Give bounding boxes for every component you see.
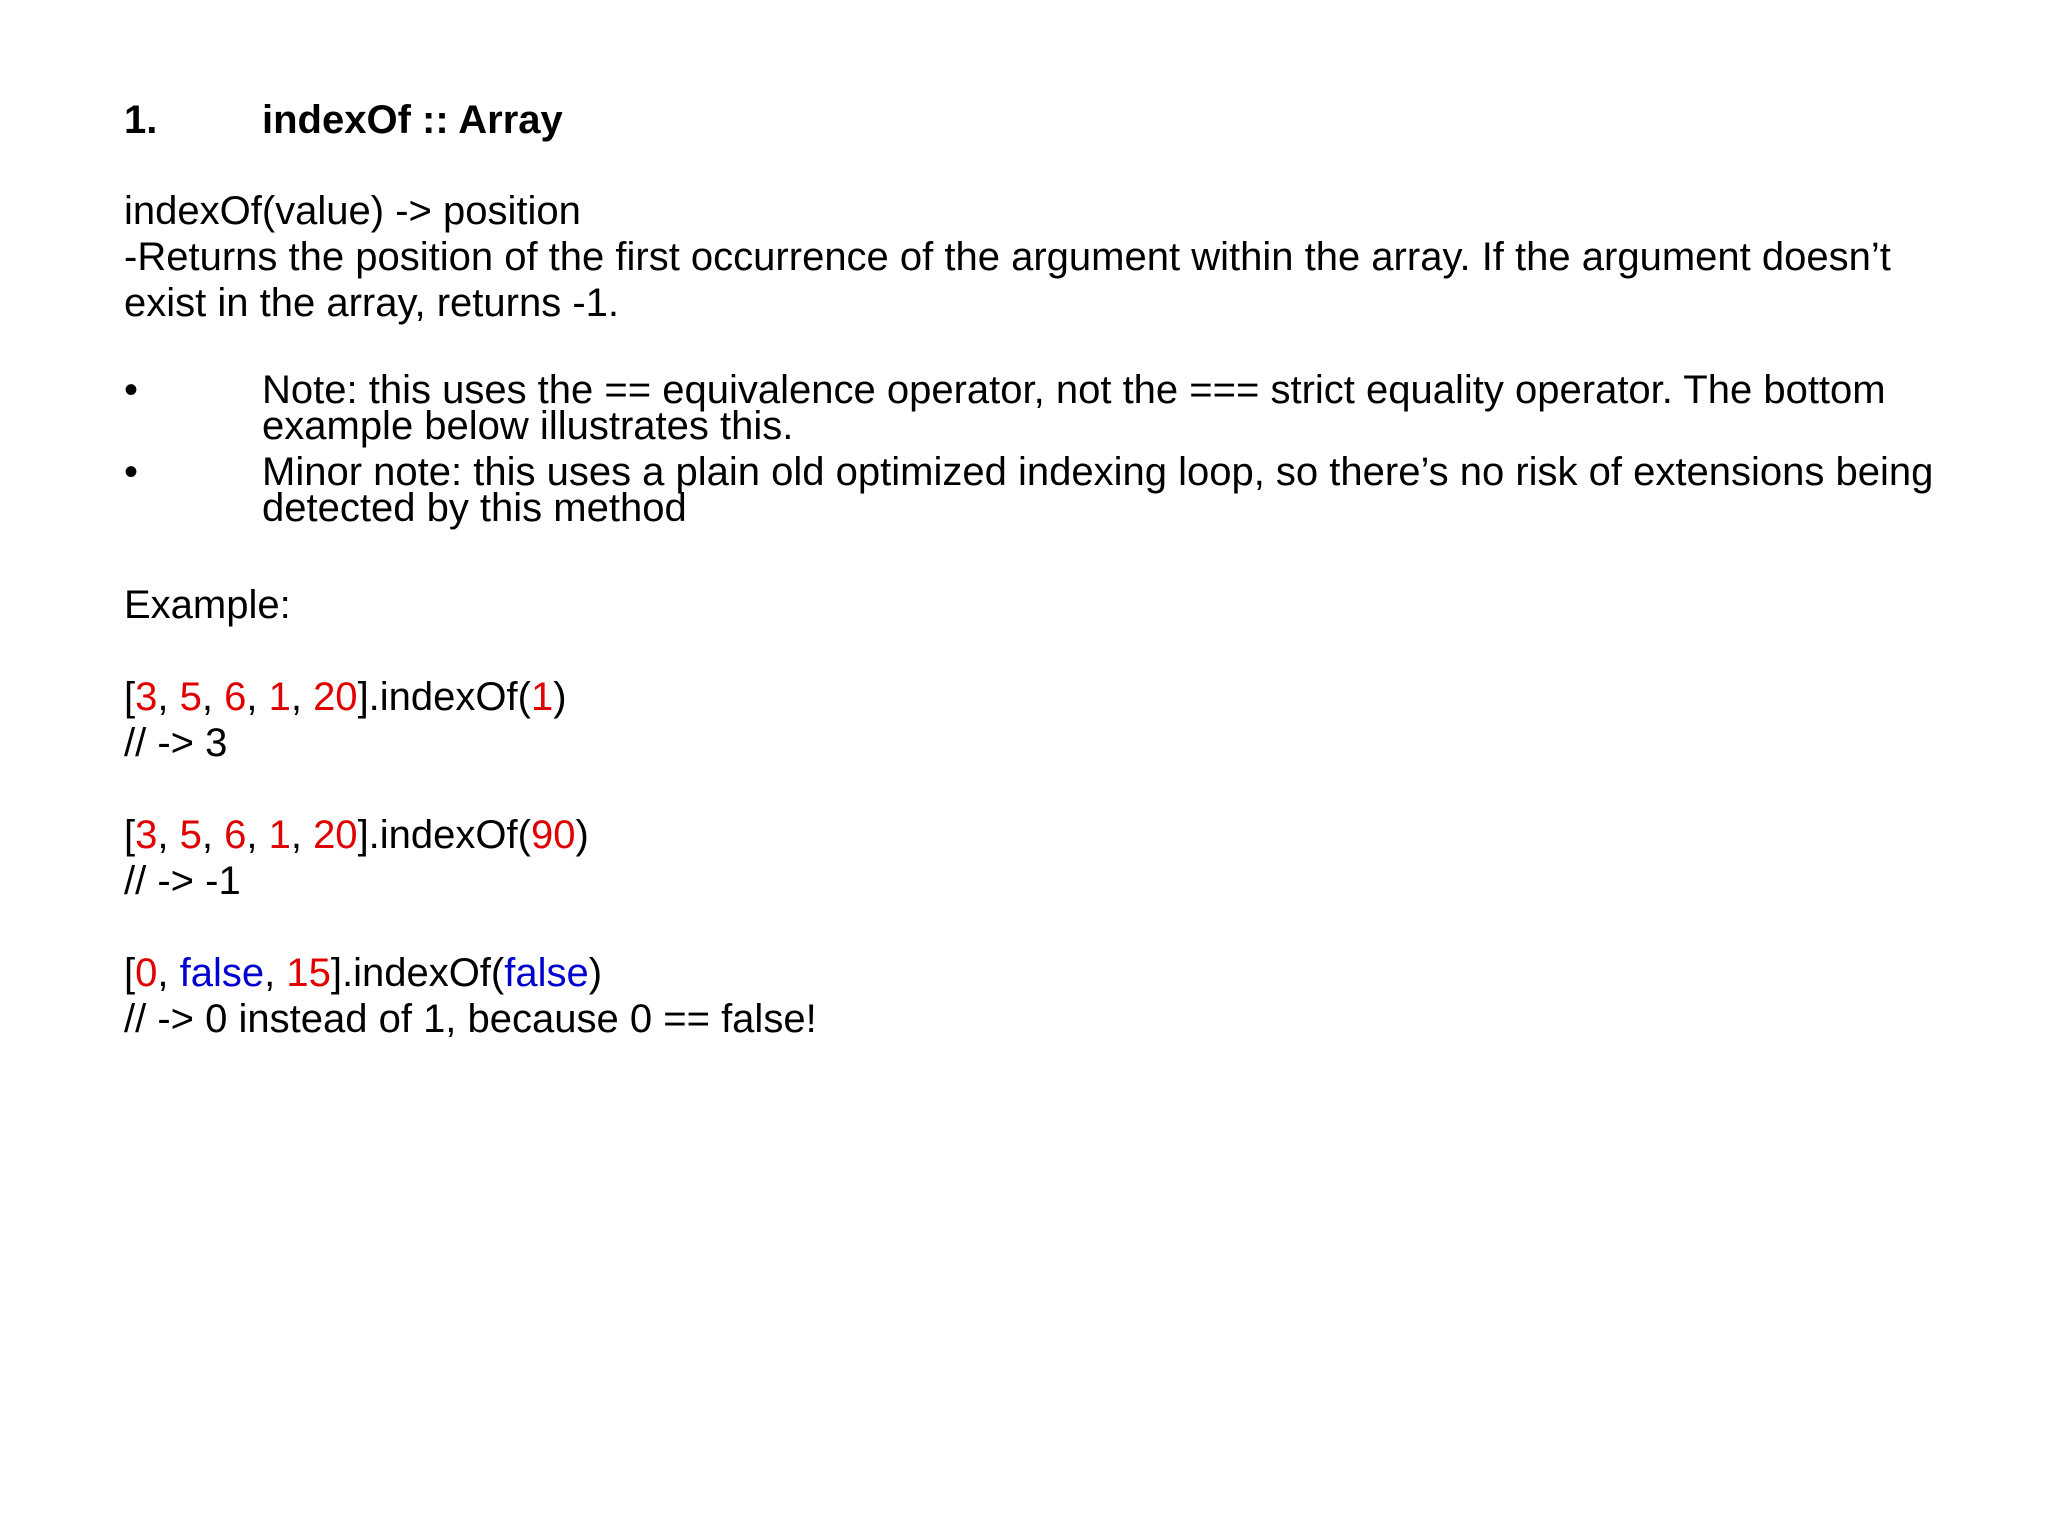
section-heading [124, 96, 563, 144]
boolean-token: false [504, 951, 589, 995]
example-call-1 [124, 674, 567, 720]
code-token: , [157, 951, 180, 995]
method-description: -Returns the position of the first occurrence of the argument within the array. If the argument doesn’t exist in the array, returns -1. [124, 235, 1891, 325]
code-token: , [246, 675, 269, 719]
code-token: , [157, 813, 180, 857]
code-token: ].indexOf( [357, 813, 531, 857]
note-text: Note: this uses the == equivalence operator, not the === strict equality operator. The bottom example below illustrates this. [262, 368, 1886, 448]
number-token: 6 [224, 813, 247, 857]
boolean-token: false [179, 951, 265, 995]
example-result-2: // -> -1 [124, 859, 241, 903]
section-number: 1. [124, 98, 158, 142]
example-result-3: // -> 0 instead of 1, because 0 == false! [124, 997, 817, 1041]
note-text: Minor note: this uses a plain old optimized indexing loop, so there’s no risk of extensions being detected by this method [262, 450, 1934, 530]
number-token: 1 [268, 813, 291, 857]
number-token: 3 [135, 813, 158, 857]
number-token: 90 [530, 813, 576, 857]
code-token: , [157, 675, 180, 719]
code-token: ) [588, 951, 603, 995]
bullet-marker: • [124, 450, 139, 494]
number-token: 20 [313, 813, 358, 857]
code-token: ].indexOf( [357, 675, 531, 719]
note-item [124, 450, 1954, 530]
bullet-marker: • [124, 368, 139, 412]
code-token: , [201, 675, 225, 719]
code-token: , [246, 813, 269, 857]
number-token: 0 [135, 951, 158, 995]
code-token: ) [575, 813, 589, 857]
method-signature: indexOf(value) -> position [124, 189, 581, 233]
code-token: , [201, 813, 225, 857]
number-token: 5 [179, 813, 202, 857]
example-label: Example: [124, 583, 291, 627]
note-item [124, 368, 1954, 448]
section-title: indexOf :: Array [262, 98, 563, 142]
code-token: ) [553, 675, 567, 719]
code-token: , [264, 951, 287, 995]
code-token: [ [124, 675, 136, 719]
code-token: [ [124, 951, 136, 995]
number-token: 1 [268, 675, 291, 719]
notes-list [124, 368, 1954, 536]
code-token: ].indexOf( [330, 951, 505, 995]
code-token: , [290, 813, 314, 857]
code-token: , [290, 675, 314, 719]
number-token: 3 [135, 675, 158, 719]
number-token: 6 [224, 675, 247, 719]
example-call-3 [124, 950, 602, 996]
number-token: 1 [530, 675, 554, 719]
number-token: 20 [313, 675, 358, 719]
code-token: [ [124, 813, 136, 857]
number-token: 5 [179, 675, 202, 719]
example-result-1: // -> 3 [124, 721, 228, 765]
number-token: 15 [286, 951, 331, 995]
example-call-2 [124, 812, 589, 858]
